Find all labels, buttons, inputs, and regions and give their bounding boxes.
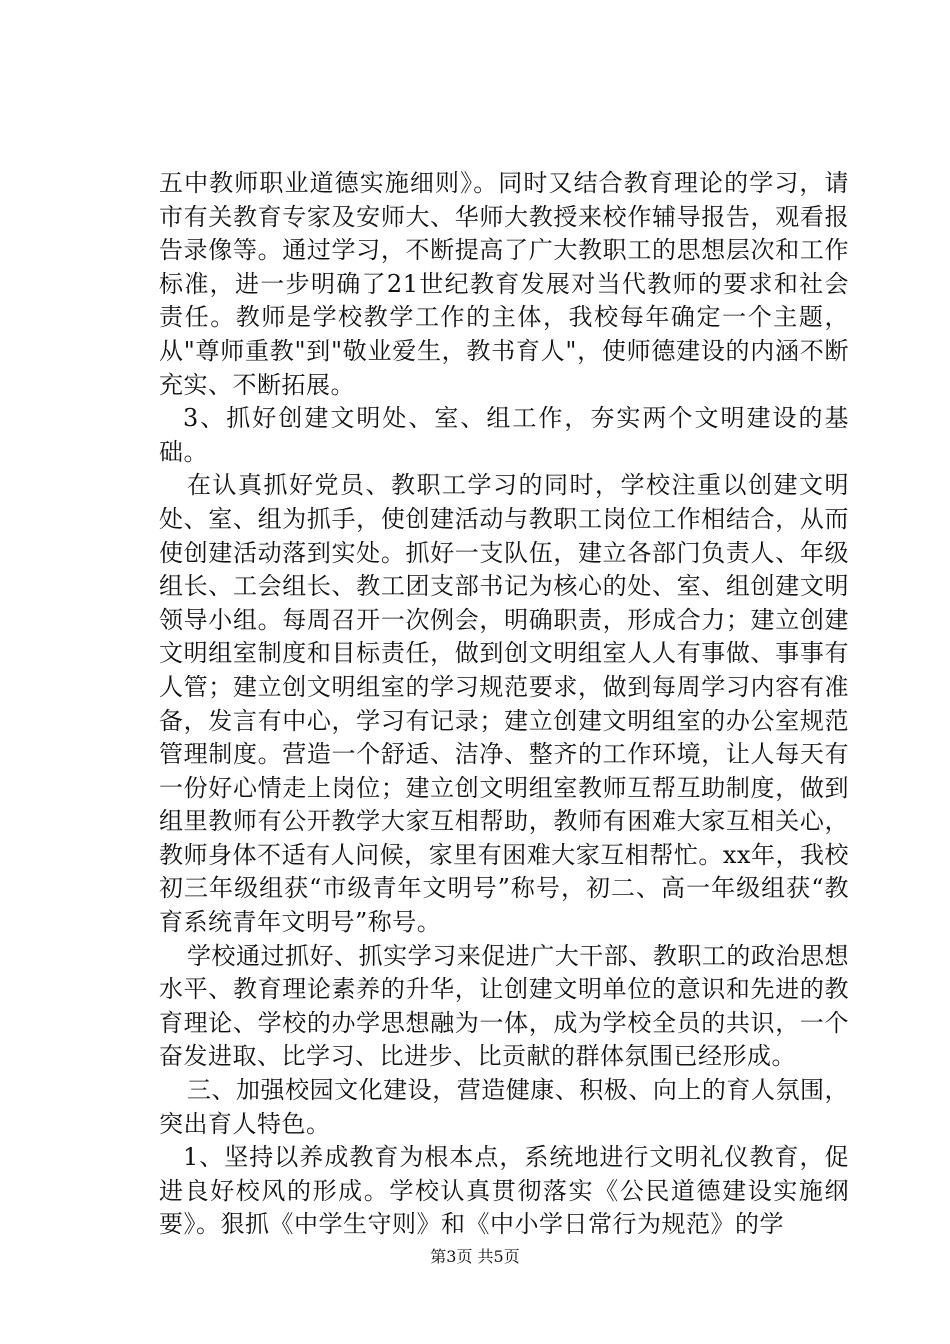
page-number-footer: 第3页 共5页 [430, 1247, 520, 1266]
section-heading-3: 三、加强校园文化建设，营造健康、积极、向上的育人氛围，突出育人特色。 [159, 1076, 849, 1138]
paragraph-subheading-1: 1、坚持以养成教育为根本点，系统地进行文明礼仪教育，促进良好校风的形成。学校认真贯彻落实《公民道德建设实施纲要》。狠抓《中学生守则》和《中小学日常行为规范》的学 [159, 1143, 849, 1239]
paragraph-heading-3: 3、抓好创建文明处、室、组工作，夯实两个文明建设的基础。 [159, 404, 849, 466]
document-body [159, 167, 849, 1242]
paragraph-body: 学校通过抓好、抓实学习来促进广大干部、教职工的政治思想水平、教育理论素养的升华，让创建文明单位的意识和先进的教育理论、学校的办学思想融为一体，成为学校全员的共识，一个奋发进取、比学习、比进步、比贡献的群体氛围已经形成。 [159, 941, 849, 1071]
paragraph-continued: 五中教师职业道德实施细则》。同时又结合教育理论的学习，请市有关教育专家及安师大、华师大教授来校作辅导报告，观看报告录像等。通过学习，不断提高了广大教职工的思想层次和工作标准，进一步明确了21世纪教育发展对当代教师的要求和社会责任。教师是学校教学工作的主体，我校每年确定一个主题，从"尊师重教"到"敬业爱生，教书育人"，使师德建设的内涵不断充实、不断拓展。 [159, 169, 849, 399]
paragraph-body: 在认真抓好党员、教职工学习的同时，学校注重以创建文明处、室、组为抓手，使创建活动与教职工岗位工作相结合，从而使创建活动落到实处。抓好一支队伍，建立各部门负责人、年级组长、工会组长、教工团支部书记为核心的处、室、组创建文明领导小组。每周召开一次例会，明确职责，形成合力；建立创建文明组室制度和目标责任，做到创文明组室人人有事做、事事有人管；建立创文明组室的学习规范要求，做到每周学习内容有准备，发言有中心，学习有记录；建立创建文明组室的办公室规范管理制度。营造一个舒适、洁净、整齐的工作环境，让人每天有一份好心情走上岗位；建立创文明组室教师互帮互助制度，做到组里教师有公开教学大家互相帮助，教师有困难大家互相关心，教师身体不适有人问候，家里有困难大家互相帮忙。xx年，我校初三年级组获“市级青年文明号”称号，初二、高一年级组获“教育系统青年文明号”称号。 [159, 471, 849, 937]
